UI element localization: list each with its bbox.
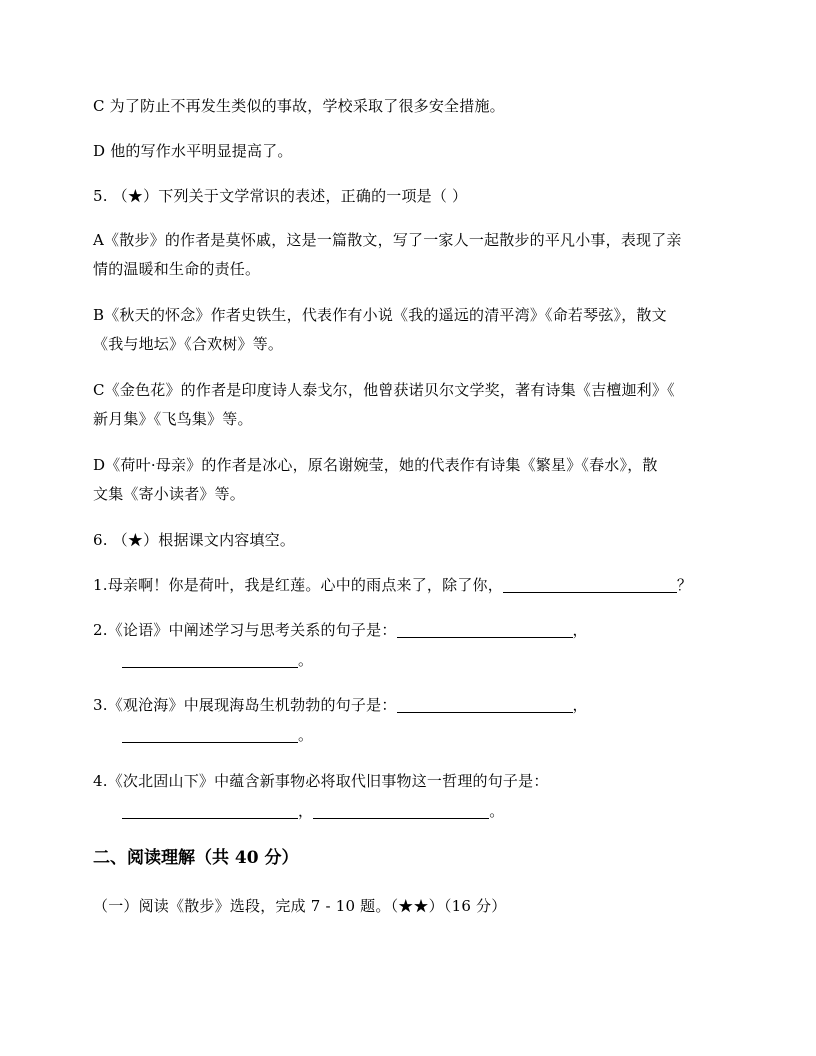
q6-item-3-continued [122, 725, 313, 745]
q6-item-2-period: 。 [298, 651, 314, 669]
q6-item-2 [93, 620, 588, 640]
option-d-text: D 他的写作水平明显提高了。 [93, 142, 293, 160]
section-2-subheading: （一）阅读《散步》选段，完成 7 - 10 题。（★★）（16 分） [93, 897, 507, 915]
q5-option-b-line2: 《我与地坛》《合欢树》等。 [93, 335, 284, 353]
q6-item-3-text: 3.《观沧海》中展现海岛生机勃勃的句子是： [93, 696, 397, 714]
question-6-title: 6. （★）根据课文内容填空。 [93, 531, 296, 549]
answer-blank[interactable] [313, 817, 489, 819]
answer-blank[interactable] [122, 666, 298, 668]
q6-item-4: 4.《次北固山下》中蕴含新事物必将取代旧事物这一哲理的句子是： [93, 772, 549, 790]
q6-item-3-comma: ， [572, 696, 588, 714]
answer-blank[interactable] [397, 636, 573, 638]
question-5-title: 5. （★）下列关于文学常识的表述，正确的一项是（ ） [93, 187, 468, 205]
q5-option-c-line1: C《金色花》的作者是印度诗人泰戈尔，他曾获诺贝尔文学奖，著有诗集《吉檀迦利》《 [93, 381, 675, 399]
option-c-text: C 为了防止不再发生类似的事故，学校采取了很多安全措施。 [93, 97, 505, 115]
q6-item-1 [93, 575, 692, 595]
q6-item-2-continued [122, 650, 313, 670]
q5-option-b-line1: B《秋天的怀念》作者史铁生，代表作有小说《我的遥远的清平湾》《命若琴弦》，散文 [93, 306, 667, 324]
q6-item-2-text: 2.《论语》中阐述学习与思考关系的句子是： [93, 621, 397, 639]
q5-option-a-line2: 情的温暖和生命的责任。 [93, 260, 261, 278]
q5-option-a-line1: A《散步》的作者是莫怀戚，这是一篇散文，写了一家人一起散步的平凡小事，表现了亲 [93, 231, 682, 249]
answer-blank[interactable] [397, 711, 573, 713]
answer-blank[interactable] [122, 741, 298, 743]
answer-blank[interactable] [503, 591, 677, 593]
section-2-heading: 二、阅读理解（共 40 分） [93, 848, 299, 868]
answer-blank[interactable] [122, 817, 298, 819]
q5-option-c-line2: 新月集》《飞鸟集》等。 [93, 410, 253, 428]
q6-item-4-period: 。 [489, 802, 505, 820]
q6-item-2-comma: ， [572, 621, 588, 639]
q6-item-3 [93, 695, 588, 715]
q5-option-d-line2: 文集《寄小读者》等。 [93, 485, 246, 503]
q6-item-3-period: 。 [298, 726, 314, 744]
q6-item-1-punct: ？ [676, 576, 693, 594]
q5-option-d-line1: D《荷叶·母亲》的作者是冰心，原名谢婉莹，她的代表作有诗集《繁星》《春水》，散 [93, 456, 658, 474]
q6-item-1-text: 1.母亲啊！你是荷叶，我是红莲。心中的雨点来了，除了你， [93, 576, 503, 594]
q6-item-4-comma: ， [298, 802, 314, 820]
q6-item-4-continued [122, 801, 504, 821]
